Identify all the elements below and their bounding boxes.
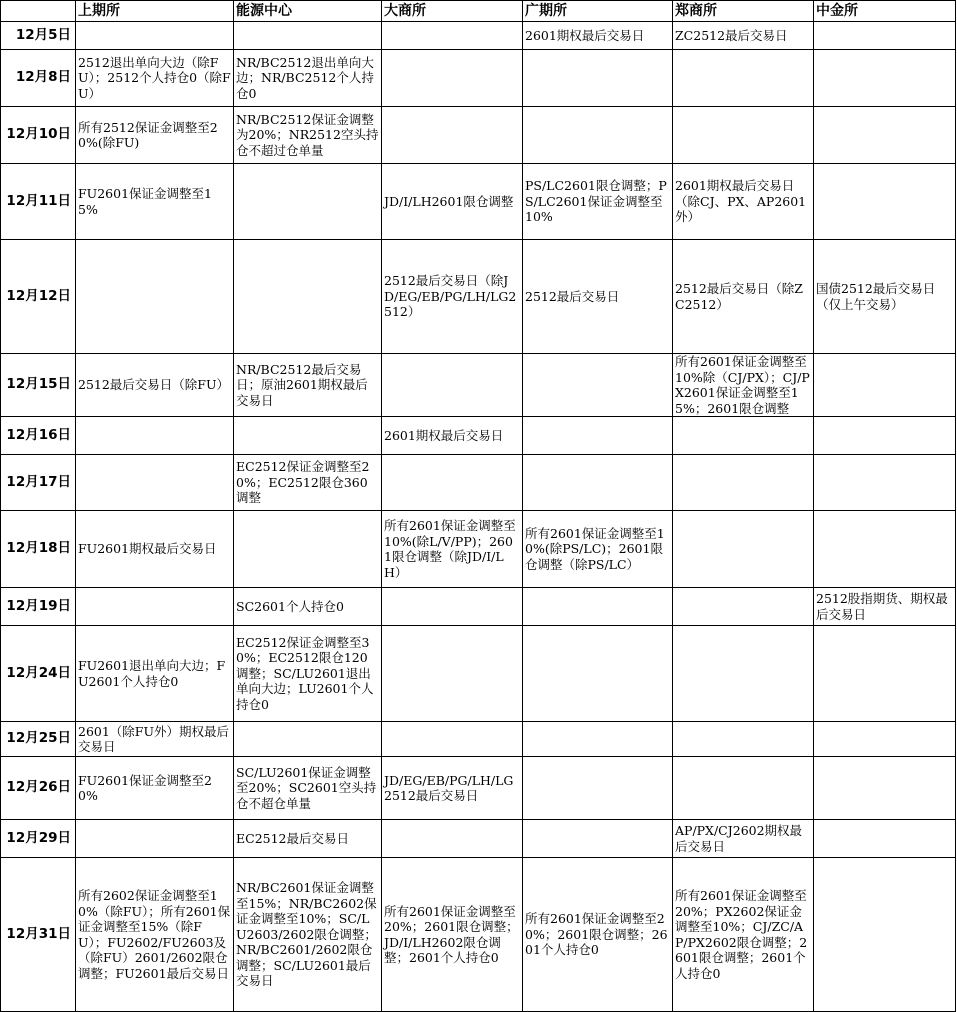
- event-cell-ine: [234, 22, 382, 50]
- event-cell-shfe: [76, 820, 234, 858]
- event-cell-ine: [234, 511, 382, 588]
- date-cell: 12月24日: [1, 626, 76, 722]
- event-cell-dce: 所有2601保证金调整至10%(除L/V/PP)；2601限仓调整（除JD/I/LH）: [382, 511, 523, 588]
- event-cell-czce: AP/PX/CJ2602期权最后交易日: [673, 820, 814, 858]
- event-cell-shfe: [76, 588, 234, 626]
- table-row: [1, 240, 956, 354]
- event-cell-dce: [382, 107, 523, 164]
- event-cell-ine: EC2512保证金调整至30%；EC2512限仓120调整；SC/LU2601退出单向大边；LU2601个人持仓0: [234, 626, 382, 722]
- event-cell-ine: [234, 722, 382, 757]
- event-cell-ine: NR/BC2601保证金调整至15%；NR/BC2602保证金调整至10%；SC/LU2603/2602限仓调整；NR/BC2601/2602限仓调整；SC/LU2601最后交易日: [234, 858, 382, 1012]
- table-row: [1, 626, 956, 722]
- date-cell: 12月25日: [1, 722, 76, 757]
- date-cell: 12月31日: [1, 858, 76, 1012]
- event-cell-czce: [673, 626, 814, 722]
- event-cell-gfex: [523, 588, 673, 626]
- event-cell-gfex: [523, 820, 673, 858]
- event-cell-cffex: [814, 820, 956, 858]
- event-cell-gfex: [523, 107, 673, 164]
- event-cell-czce: [673, 50, 814, 107]
- event-cell-ine: NR/BC2512最后交易日；原油2601期权最后交易日: [234, 354, 382, 417]
- event-cell-czce: [673, 511, 814, 588]
- date-cell: 12月10日: [1, 107, 76, 164]
- event-cell-dce: [382, 820, 523, 858]
- event-cell-dce: [382, 455, 523, 511]
- event-cell-cffex: [814, 757, 956, 820]
- event-cell-czce: 2512最后交易日（除ZC2512）: [673, 240, 814, 354]
- event-cell-shfe: FU2601退出单向大边；FU2601个人持仓0: [76, 626, 234, 722]
- event-cell-dce: 所有2601保证金调整至20%；2601限仓调整；JD/I/LH2602限仓调整；2601个人持仓0: [382, 858, 523, 1012]
- event-cell-dce: JD/I/LH2601限仓调整: [382, 164, 523, 240]
- event-cell-ine: [234, 417, 382, 455]
- event-cell-shfe: 2512最后交易日（除FU）: [76, 354, 234, 417]
- event-cell-czce: [673, 417, 814, 455]
- event-cell-shfe: [76, 455, 234, 511]
- event-cell-ine: NR/BC2512退出单向大边；NR/BC2512个人持仓0: [234, 50, 382, 107]
- event-cell-dce: [382, 50, 523, 107]
- table-row: [1, 511, 956, 588]
- table-row: [1, 820, 956, 858]
- table-row: [1, 50, 956, 107]
- column-header-czce: 郑商所: [673, 1, 814, 22]
- event-cell-ine: SC2601个人持仓0: [234, 588, 382, 626]
- event-cell-gfex: 所有2601保证金调整至10%(除PS/LC)；2601限仓调整（除PS/LC）: [523, 511, 673, 588]
- column-header-gfex: 广期所: [523, 1, 673, 22]
- date-cell: 12月11日: [1, 164, 76, 240]
- table-row: [1, 455, 956, 511]
- event-cell-gfex: [523, 455, 673, 511]
- event-cell-cffex: [814, 50, 956, 107]
- event-cell-czce: ZC2512最后交易日: [673, 22, 814, 50]
- event-cell-gfex: 所有2601保证金调整至20%；2601限仓调整；2601个人持仓0: [523, 858, 673, 1012]
- event-cell-czce: [673, 455, 814, 511]
- event-cell-czce: [673, 757, 814, 820]
- event-cell-dce: 2512最后交易日（除JD/EG/EB/PG/LH/LG2512）: [382, 240, 523, 354]
- date-cell: 12月29日: [1, 820, 76, 858]
- event-cell-cffex: [814, 164, 956, 240]
- event-cell-czce: [673, 722, 814, 757]
- event-cell-czce: 所有2601保证金调整至20%；PX2602保证金调整至10%；CJ/ZC/AP/PX2602限仓调整；2601限仓调整；2601个人持仓0: [673, 858, 814, 1012]
- event-cell-shfe: [76, 240, 234, 354]
- header-corner-cell: [1, 1, 76, 22]
- table-row: [1, 354, 956, 417]
- event-cell-cffex: 2512股指期货、期权最后交易日: [814, 588, 956, 626]
- event-cell-dce: [382, 626, 523, 722]
- event-cell-ine: NR/BC2512保证金调整为20%；NR2512空头持仓不超过仓单量: [234, 107, 382, 164]
- event-cell-gfex: [523, 722, 673, 757]
- table-row: [1, 417, 956, 455]
- table-body: [1, 22, 956, 1012]
- event-cell-dce: [382, 22, 523, 50]
- date-cell: 12月15日: [1, 354, 76, 417]
- date-cell: 12月18日: [1, 511, 76, 588]
- event-cell-shfe: 所有2512保证金调整至20%(除FU): [76, 107, 234, 164]
- event-cell-shfe: FU2601保证金调整至20%: [76, 757, 234, 820]
- event-cell-shfe: 2601（除FU外）期权最后交易日: [76, 722, 234, 757]
- event-cell-cffex: [814, 626, 956, 722]
- date-cell: 12月26日: [1, 757, 76, 820]
- column-header-ine: 能源中心: [234, 1, 382, 22]
- event-cell-shfe: FU2601保证金调整至15%: [76, 164, 234, 240]
- event-cell-gfex: 2512最后交易日: [523, 240, 673, 354]
- event-cell-czce: [673, 107, 814, 164]
- event-cell-cffex: 国债2512最后交易日（仅上午交易）: [814, 240, 956, 354]
- date-cell: 12月8日: [1, 50, 76, 107]
- event-cell-gfex: [523, 757, 673, 820]
- event-cell-ine: SC/LU2601保证金调整至20%；SC2601空头持仓不超仓单量: [234, 757, 382, 820]
- event-cell-ine: EC2512保证金调整至20%；EC2512限仓360调整: [234, 455, 382, 511]
- event-cell-cffex: [814, 455, 956, 511]
- event-cell-gfex: [523, 50, 673, 107]
- event-cell-gfex: [523, 626, 673, 722]
- event-cell-dce: [382, 722, 523, 757]
- table-row: [1, 22, 956, 50]
- event-cell-ine: [234, 240, 382, 354]
- event-cell-dce: [382, 588, 523, 626]
- event-cell-ine: [234, 164, 382, 240]
- table-row: [1, 107, 956, 164]
- event-cell-czce: 2601期权最后交易日（除CJ、PX、AP2601外）: [673, 164, 814, 240]
- event-cell-shfe: 所有2602保证金调整至10%（除FU）；所有2601保证金调整至15%（除FU）；FU2602/FU2603及（除FU）2601/2602限仓调整；FU2601最后交易日: [76, 858, 234, 1012]
- date-cell: 12月12日: [1, 240, 76, 354]
- date-cell: 12月17日: [1, 455, 76, 511]
- event-cell-gfex: 2601期权最后交易日: [523, 22, 673, 50]
- event-cell-gfex: [523, 417, 673, 455]
- event-cell-cffex: [814, 511, 956, 588]
- event-cell-shfe: [76, 22, 234, 50]
- event-cell-czce: [673, 588, 814, 626]
- column-header-cffex: 中金所: [814, 1, 956, 22]
- table-row: [1, 164, 956, 240]
- event-cell-cffex: [814, 722, 956, 757]
- event-cell-gfex: [523, 354, 673, 417]
- table-row: [1, 757, 956, 820]
- table-header: [1, 1, 956, 22]
- event-cell-gfex: PS/LC2601限仓调整；PS/LC2601保证金调整至10%: [523, 164, 673, 240]
- table-row: [1, 858, 956, 1012]
- table-row: [1, 588, 956, 626]
- event-cell-czce: 所有2601保证金调整至10%除（CJ/PX）；CJ/PX2601保证金调整至15%；2601限仓调整: [673, 354, 814, 417]
- event-cell-cffex: [814, 858, 956, 1012]
- date-cell: 12月16日: [1, 417, 76, 455]
- event-cell-shfe: [76, 417, 234, 455]
- event-cell-cffex: [814, 22, 956, 50]
- date-cell: 12月19日: [1, 588, 76, 626]
- event-cell-dce: [382, 354, 523, 417]
- event-cell-ine: EC2512最后交易日: [234, 820, 382, 858]
- event-cell-dce: JD/EG/EB/PG/LH/LG2512最后交易日: [382, 757, 523, 820]
- header-row: [1, 1, 956, 22]
- event-cell-shfe: 2512退出单向大边（除FU）；2512个人持仓0（除FU）: [76, 50, 234, 107]
- event-cell-cffex: [814, 417, 956, 455]
- table-row: [1, 722, 956, 757]
- event-cell-shfe: FU2601期权最后交易日: [76, 511, 234, 588]
- column-header-dce: 大商所: [382, 1, 523, 22]
- event-cell-cffex: [814, 354, 956, 417]
- date-cell: 12月5日: [1, 22, 76, 50]
- event-cell-dce: 2601期权最后交易日: [382, 417, 523, 455]
- event-cell-cffex: [814, 107, 956, 164]
- column-header-shfe: 上期所: [76, 1, 234, 22]
